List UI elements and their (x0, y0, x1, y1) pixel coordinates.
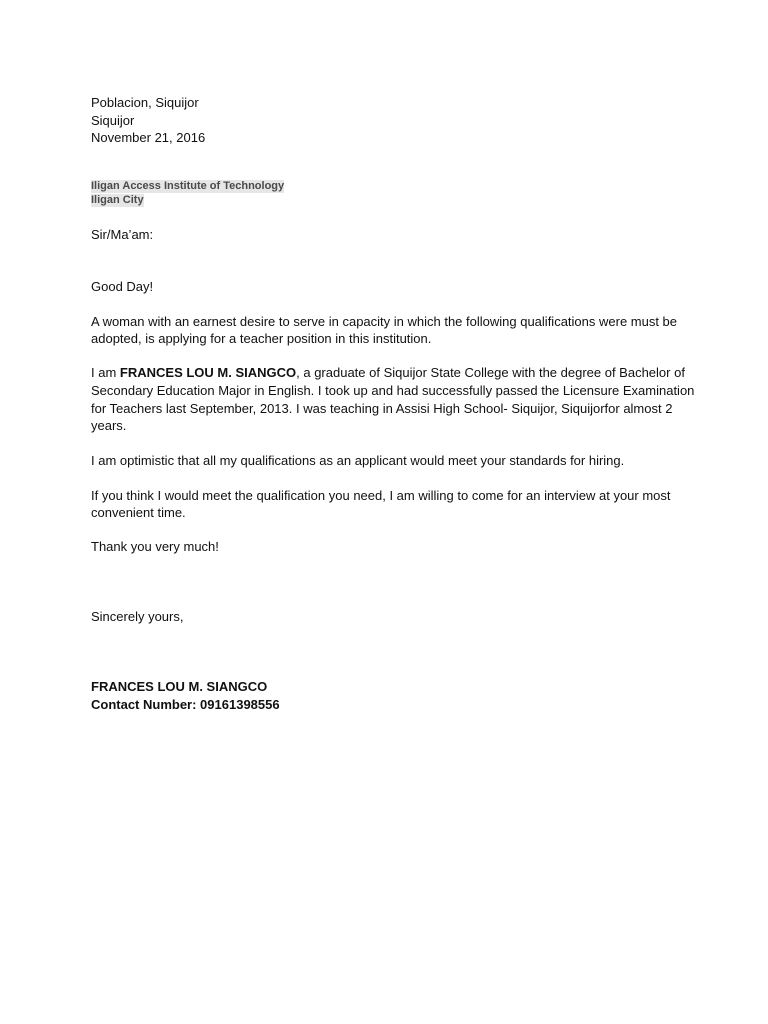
recipient-institution: Iligan Access Institute of Technology (91, 180, 285, 192)
paragraph3: I am optimistic that all my qualifications as an applicant would meet your standards for hiring. (91, 453, 625, 468)
applicant-name-inline: FRANCES LOU M. SIANGCO (119, 365, 297, 380)
paragraph2-line4: years. (91, 418, 127, 433)
contact-number: Contact Number: 09161398556 (91, 697, 280, 712)
paragraph4-line2: convenient time. (91, 505, 186, 520)
thanks-line: Thank you very much! (91, 539, 219, 554)
paragraph4-line1: If you think I would meet the qualification you need, I am willing to come for an interview at your most (91, 488, 671, 503)
closing: Sincerely yours, (91, 609, 184, 624)
recipient-city: Iligan City (91, 194, 144, 206)
paragraph2-line3: for Teachers last September, 2013. I was teaching in Assisi High School- Siquijor, Siquijorfor almost 2 (91, 401, 673, 416)
paragraph2-line2: Secondary Education Major in English. I took up and had successfully passed the Licensure Examination (91, 383, 695, 398)
salutation: Sir/Ma’am: (91, 227, 154, 242)
greeting: Good Day! (91, 279, 154, 294)
paragraph1-line2: adopted, is applying for a teacher position in this institution. (91, 331, 432, 346)
paragraph2-prefix: I am (91, 365, 120, 380)
signature-name: FRANCES LOU M. SIANGCO (91, 679, 268, 694)
letter-date: November 21, 2016 (91, 130, 206, 145)
paragraph2-line1 (91, 364, 685, 382)
paragraph2-line1-rest: , a graduate of Siquijor State College with the degree of Bachelor of (296, 365, 685, 380)
sender-address-line1: Poblacion, Siquijor (91, 95, 199, 110)
paragraph1-line1: A woman with an earnest desire to serve in capacity in which the following qualifications were must be (91, 314, 678, 329)
sender-address-line2: Siquijor (91, 113, 135, 128)
